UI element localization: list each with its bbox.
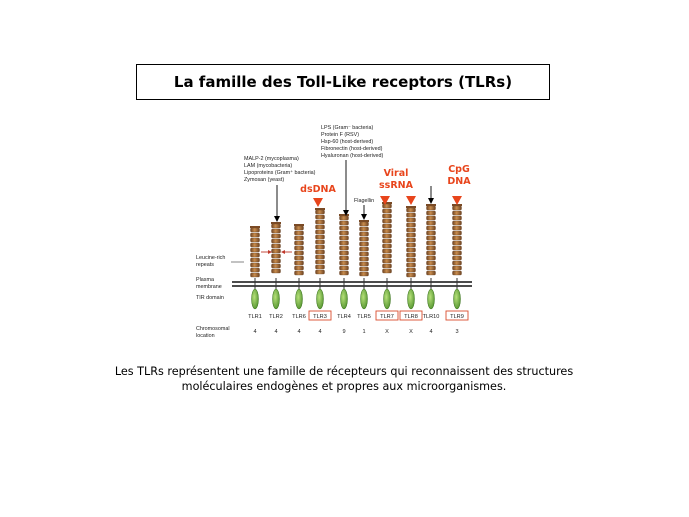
lrr-segment (427, 211, 436, 215)
chromosome-tlr3: 4 (318, 329, 322, 335)
lrr-segment (272, 264, 281, 268)
receptor-cap (339, 214, 349, 216)
lrr-segment (407, 213, 416, 217)
lrr-segment (427, 256, 436, 260)
receptor-tlr2 (271, 222, 281, 309)
tlr2-ligand-list (244, 156, 316, 183)
lrr-segment (427, 231, 436, 235)
receptor-name-tlr2: TLR2 (269, 314, 283, 320)
lrr-segment (316, 240, 325, 244)
plasma-membrane-label: Plasma (196, 277, 214, 283)
lrr-segment (316, 215, 325, 219)
receptor-name-tlr9: TLR9 (450, 314, 464, 320)
receptor-cap (382, 202, 392, 204)
lrr-segment (453, 266, 462, 270)
cpg-label: CpG (448, 164, 470, 175)
lrr-segment (340, 251, 349, 255)
tir-domain (252, 289, 259, 309)
lrr-segment (383, 239, 392, 243)
lrr-segment (316, 265, 325, 269)
tir-domain (317, 289, 324, 309)
lrr-segment (407, 238, 416, 242)
arrowhead (361, 214, 367, 220)
lrr-segment (427, 216, 436, 220)
lrr-segment (251, 268, 260, 272)
lrr-segment (383, 219, 392, 223)
lrr-segment (360, 237, 369, 241)
lrr-segment (383, 214, 392, 218)
tlr4-ligand-list (321, 125, 384, 159)
receptor-tlr1 (250, 226, 260, 309)
lrr-segment (407, 248, 416, 252)
lrr-segment (340, 236, 349, 240)
lrr-segment (360, 242, 369, 246)
receptor-cap (271, 222, 281, 224)
lrr-segment (295, 261, 304, 265)
tir-domain (454, 289, 461, 309)
lrr-segment (340, 266, 349, 270)
lrr-segment (316, 270, 325, 274)
tir-domain (273, 289, 280, 309)
lrr-segment (360, 257, 369, 261)
lrr-segment (453, 251, 462, 255)
tir-domain (296, 289, 303, 309)
dsdna-label: dsDNA (300, 184, 336, 195)
receptor-cap (359, 220, 369, 222)
lrr-segment (272, 234, 281, 238)
ligand-text: LAM (mycobacteria) (244, 163, 293, 169)
lrr-segment (295, 251, 304, 255)
receptor-tlr10 (426, 204, 436, 309)
lrr-segment (407, 223, 416, 227)
chromosomal-location-label: location (196, 333, 215, 339)
chromosome-tlr10: 4 (429, 329, 433, 335)
lrr-segment (295, 266, 304, 270)
lrr-segment (295, 256, 304, 260)
caption (100, 364, 588, 394)
tir-domain (428, 289, 435, 309)
ligand-text: Lipoproteins (Gram⁺ bacteria) (244, 170, 316, 176)
lrr-segment (427, 261, 436, 265)
lrr-segment (453, 216, 462, 220)
tir-domain (384, 289, 391, 309)
tir-domain (341, 289, 348, 309)
lrr-segment (340, 216, 349, 220)
lrr-segment (340, 261, 349, 265)
receptor-cap (426, 204, 436, 206)
receptor-tlr6 (294, 224, 304, 309)
lrr-segment (251, 263, 260, 267)
arrowhead (274, 216, 280, 222)
lrr-segment (427, 236, 436, 240)
lrr-segment (427, 226, 436, 230)
lrr-segment (407, 218, 416, 222)
receptor-cap (315, 208, 325, 210)
lrr-segment (453, 271, 462, 275)
receptor-cap (406, 206, 416, 208)
lrr-segment (383, 269, 392, 273)
receptor-group (250, 202, 462, 309)
lrr-segment (316, 260, 325, 264)
ssrna-label: ssRNA (379, 180, 413, 191)
lrr-segment (360, 267, 369, 271)
chromosome-tlr7: X (385, 329, 389, 335)
lrr-segment (316, 220, 325, 224)
lrr-segment (453, 231, 462, 235)
lrr-segment (272, 269, 281, 273)
lrr-segment (272, 259, 281, 263)
ligand-text: Fibronectin (host-derived) (321, 146, 383, 152)
lrr-segment (407, 243, 416, 247)
flagellin-label: Flagellin (354, 198, 375, 204)
ligand-text: Hyaluronan (host-derived) (321, 153, 384, 159)
lrr-segment (383, 249, 392, 253)
receptor-tlr7 (382, 202, 392, 309)
lrr-segment (383, 264, 392, 268)
chromosome-tlr6: 4 (297, 329, 301, 335)
lrr-segment (360, 272, 369, 276)
lrr-segment (272, 254, 281, 258)
lrr-segment (427, 266, 436, 270)
lrr-segment (295, 231, 304, 235)
lrr-segment (295, 241, 304, 245)
arrowhead (281, 250, 285, 254)
chromosomal-location-label: Chromosomal (196, 326, 230, 332)
lrr-segment (251, 233, 260, 237)
lrr-segment (360, 262, 369, 266)
receptor-tlr4 (339, 214, 349, 309)
lrr-segment (251, 243, 260, 247)
chromosome-tlr2: 4 (274, 329, 278, 335)
ligand-text: LPS (Gram⁻ bacteria) (321, 125, 374, 131)
lrr-segment (360, 247, 369, 251)
lrr-label: Leucine-rich (196, 255, 226, 261)
receptor-tlr9 (452, 204, 462, 309)
lrr-segment (383, 209, 392, 213)
tir-domain (408, 289, 415, 309)
receptor-cap (294, 224, 304, 226)
lrr-segment (251, 258, 260, 262)
lrr-segment (407, 208, 416, 212)
lrr-segment (427, 221, 436, 225)
lrr-segment (340, 226, 349, 230)
dna-label: DNA (447, 176, 471, 187)
receptor-label-group (248, 311, 468, 335)
ligand-text: Hsp-60 (host-derived) (321, 139, 374, 145)
lrr-segment (340, 256, 349, 260)
lrr-segment (407, 233, 416, 237)
lrr-segment (407, 258, 416, 262)
lrr-segment (453, 236, 462, 240)
lrr-segment (272, 244, 281, 248)
lrr-segment (453, 256, 462, 260)
tir-domain-label: TIR domain (196, 295, 224, 301)
ligand-text: Protein F (RSV) (321, 132, 360, 138)
lrr-segment (360, 222, 369, 226)
lrr-segment (340, 221, 349, 225)
lrr-segment (407, 228, 416, 232)
lrr-segment (251, 248, 260, 252)
arrowhead (428, 198, 434, 204)
chromosome-tlr5: 1 (362, 329, 366, 335)
lrr-segment (453, 261, 462, 265)
lrr-segment (383, 224, 392, 228)
lrr-label: repeats (196, 262, 214, 268)
caption-line: moléculaires endogènes et propres aux microorganismes. (181, 380, 507, 393)
tir-domain (361, 289, 368, 309)
lrr-segment (453, 206, 462, 210)
lrr-segment (383, 229, 392, 233)
lrr-segment (427, 246, 436, 250)
lrr-segment (316, 230, 325, 234)
lrr-segment (407, 273, 416, 277)
lrr-segment (383, 234, 392, 238)
lrr-segment (360, 232, 369, 236)
lrr-segment (407, 263, 416, 267)
lrr-segment (251, 253, 260, 257)
ligand-text: MALP-2 (mycoplasma) (244, 156, 299, 162)
lrr-segment (340, 246, 349, 250)
lrr-segment (316, 225, 325, 229)
lrr-segment (360, 252, 369, 256)
lrr-segment (316, 245, 325, 249)
lrr-segment (427, 251, 436, 255)
receptor-tlr8 (406, 206, 416, 309)
chromosome-tlr9: 3 (455, 329, 459, 335)
lrr-segment (272, 239, 281, 243)
receptor-cap (250, 226, 260, 228)
lrr-segment (272, 229, 281, 233)
lrr-segment (316, 210, 325, 214)
left-labels (196, 255, 244, 339)
receptor-tlr5 (359, 220, 369, 309)
chromosome-tlr1: 4 (253, 329, 257, 335)
receptor-name-tlr6: TLR6 (292, 314, 306, 320)
lrr-segment (453, 211, 462, 215)
red-arrowhead (406, 196, 416, 205)
lrr-segment (427, 206, 436, 210)
receptor-name-tlr7: TLR7 (380, 314, 394, 320)
lrr-segment (295, 246, 304, 250)
receptor-name-tlr5: TLR5 (357, 314, 371, 320)
chromosome-tlr8: X (409, 329, 413, 335)
caption-line: Les TLRs représentent une famille de récepteurs qui reconnaissent des structures (114, 365, 574, 378)
chromosome-tlr4: 9 (342, 329, 346, 335)
receptor-name-tlr1: TLR1 (248, 314, 262, 320)
red-arrowhead (452, 196, 462, 205)
lrr-segment (407, 268, 416, 272)
viral-label: Viral (383, 168, 409, 179)
lrr-segment (453, 246, 462, 250)
lrr-segment (427, 271, 436, 275)
lrr-segment (360, 227, 369, 231)
lrr-segment (407, 253, 416, 257)
lrr-segment (340, 271, 349, 275)
lrr-segment (316, 255, 325, 259)
lrr-segment (272, 249, 281, 253)
lrr-segment (295, 226, 304, 230)
receptor-tlr3 (315, 208, 325, 309)
lrr-segment (453, 226, 462, 230)
receptor-name-tlr3: TLR3 (313, 314, 327, 320)
lrr-segment (316, 235, 325, 239)
lrr-segment (340, 231, 349, 235)
receptor-name-tlr4: TLR4 (337, 314, 351, 320)
slide-title: La famille des Toll-Like receptors (TLRs) (173, 73, 513, 91)
lrr-segment (272, 224, 281, 228)
lrr-segment (427, 241, 436, 245)
lrr-segment (316, 250, 325, 254)
lrr-segment (453, 221, 462, 225)
lrr-segment (251, 228, 260, 232)
lrr-segment (251, 238, 260, 242)
lrr-segment (453, 241, 462, 245)
ligand-text: Zymosan (yeast) (244, 177, 285, 183)
lrr-segment (295, 271, 304, 275)
lrr-segment (295, 236, 304, 240)
receptor-name-tlr8: TLR8 (404, 314, 418, 320)
receptor-name-tlr10: TLR10 (422, 314, 440, 320)
lrr-segment (383, 259, 392, 263)
plasma-membrane-label: membrane (196, 284, 222, 290)
lrr-segment (251, 273, 260, 277)
red-arrowhead (313, 198, 323, 207)
lrr-segment (383, 204, 392, 208)
lrr-segment (383, 244, 392, 248)
lrr-segment (340, 241, 349, 245)
lrr-segment (383, 254, 392, 258)
